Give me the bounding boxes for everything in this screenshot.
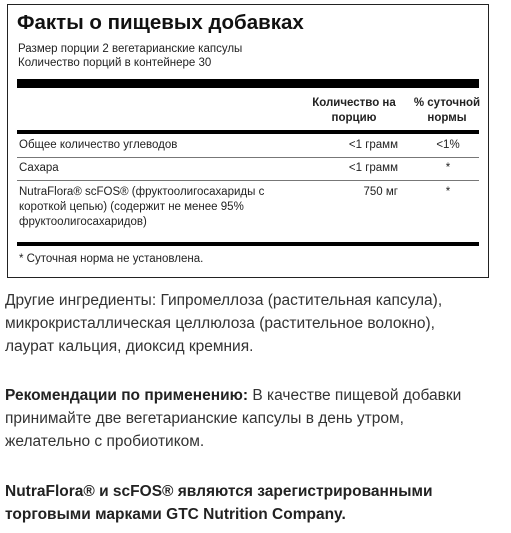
row-name bbox=[19, 161, 309, 176]
row-name-line: Сахара bbox=[19, 162, 59, 174]
header-dv-line1: % суточной bbox=[413, 97, 481, 109]
header-daily-value bbox=[406, 96, 488, 126]
trademark-line: NutraFlora® и scFOS® являются зарегистрированными bbox=[5, 483, 433, 500]
directions-label: Рекомендации по применению: bbox=[5, 387, 249, 404]
divider-bottom bbox=[17, 242, 479, 246]
directions-line: желательно с пробиотиком. bbox=[5, 433, 205, 450]
row-daily-value: * bbox=[445, 162, 451, 174]
row-name-line: NutraFlora® scFOS® (фруктоолигосахариды с bbox=[19, 186, 265, 198]
row-name-line: Общее количество углеводов bbox=[19, 139, 178, 151]
row-divider bbox=[17, 157, 479, 158]
row-amount: <1 грамм bbox=[348, 139, 398, 151]
row-divider bbox=[17, 180, 479, 181]
trademark-line: торговыми марками GTC Nutrition Company. bbox=[5, 506, 346, 523]
supplement-facts-panel bbox=[7, 4, 489, 278]
directions-text: В качестве пищевой добавки bbox=[248, 387, 462, 404]
ingredients-line: Другие ингредиенты: Гипромеллоза (растительная капсула), bbox=[5, 292, 443, 309]
footnote: * Суточная норма не установлена. bbox=[19, 253, 204, 265]
row-name bbox=[19, 138, 309, 153]
header-amount-line1: Количество на bbox=[312, 97, 396, 109]
trademark-notice bbox=[5, 480, 505, 526]
directions-line bbox=[5, 384, 505, 407]
header-amount-per-serving bbox=[304, 96, 404, 126]
row-name-line: фруктоолигосахаридов) bbox=[19, 216, 147, 228]
directions-line: принимайте две вегетарианские капсулы в день утром, bbox=[5, 410, 404, 427]
divider-thick bbox=[17, 79, 479, 88]
header-dv-line2: нормы bbox=[427, 112, 467, 124]
ingredients-line: лаурат кальция, диоксид кремния. bbox=[5, 338, 254, 355]
serving-size: Размер порции 2 вегетарианские капсулы bbox=[18, 43, 243, 55]
header-amount-line2: порцию bbox=[331, 112, 377, 124]
row-amount: 750 мг bbox=[363, 186, 398, 198]
row-name bbox=[19, 185, 309, 230]
row-name-line: короткой цепью) (содержит не менее 95% bbox=[19, 201, 244, 213]
row-amount: <1 грамм bbox=[348, 162, 398, 174]
panel-title: Факты о пищевых добавках bbox=[17, 11, 304, 34]
divider-medium bbox=[17, 130, 479, 134]
other-ingredients bbox=[5, 289, 505, 358]
servings-per-container: Количество порций в контейнере 30 bbox=[18, 57, 212, 69]
row-daily-value: * bbox=[445, 186, 451, 198]
row-daily-value: <1% bbox=[436, 139, 460, 151]
directions bbox=[5, 384, 505, 453]
ingredients-line: микрокристаллическая целлюлоза (растительное волокно), bbox=[5, 315, 435, 332]
